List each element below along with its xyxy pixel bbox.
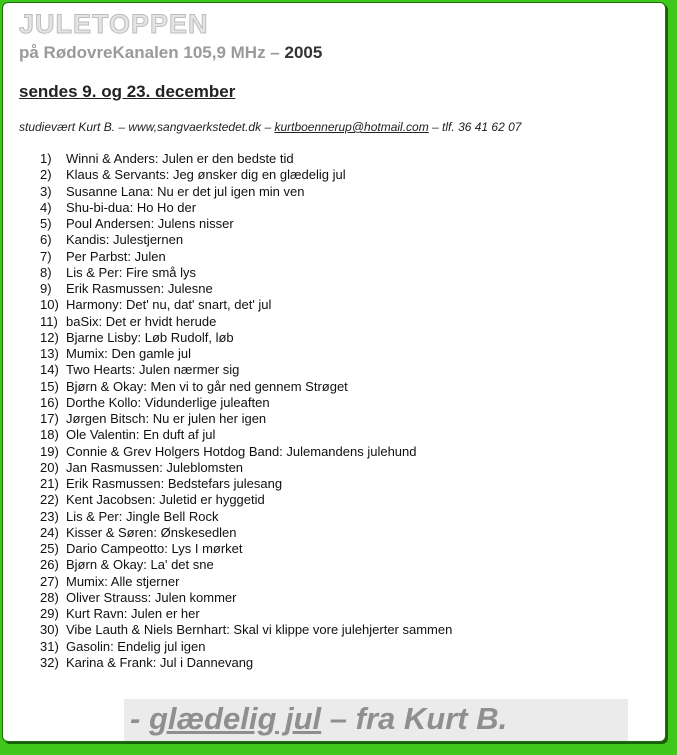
list-item-number: 2) [40, 167, 52, 183]
list-item-text: Lis & Per: Jingle Bell Rock [66, 508, 219, 524]
list-item-number: 24) [40, 524, 59, 540]
footer-signature: – fra Kurt B. [321, 701, 508, 736]
song-list [40, 151, 452, 671]
list-item-number: 18) [40, 427, 59, 443]
footer-greeting-text: glædelig jul [148, 701, 322, 736]
page-title: JULETOPPEN [19, 9, 209, 39]
list-item-text: Shu-bi-dua: Ho Ho der [66, 199, 197, 215]
list-item [40, 346, 452, 362]
list-item [40, 476, 452, 492]
list-item-text: Vibe Lauth & Niels Bernhart: Skal vi klippe vore julehjerter sammen [66, 622, 453, 638]
contact-line [19, 120, 521, 134]
list-item [40, 232, 452, 248]
list-item [40, 541, 452, 557]
list-item-number: 31) [40, 638, 59, 654]
list-item [40, 655, 452, 671]
list-item [40, 622, 452, 638]
list-item [40, 297, 452, 313]
subtitle-station: på RødovreKanalen 105,9 MHz [19, 43, 266, 62]
list-item-text: Gasolin: Endelig jul igen [66, 638, 206, 654]
list-item [40, 249, 452, 265]
list-item [40, 151, 452, 167]
list-item-text: Harmony: Det' nu, dat' snart, det' jul [66, 297, 272, 313]
list-item-number: 17) [40, 411, 59, 426]
list-item-number: 26) [40, 557, 59, 573]
list-item-text: Per Parbst: Julen [66, 248, 166, 264]
list-item [40, 379, 452, 395]
list-item [40, 395, 452, 411]
contact-email-link[interactable]: kurtboennerup@hotmail.com [274, 120, 429, 134]
footer-dash: - [130, 701, 149, 736]
list-item-text: Erik Rasmussen: Julesne [66, 281, 213, 296]
footer-banner [124, 699, 628, 741]
list-item-text: baSix: Det er hvidt herude [66, 313, 217, 329]
list-item-number: 27) [40, 573, 59, 589]
list-item-number: 5) [40, 216, 52, 231]
list-item-text: Kent Jacobsen: Juletid er hyggetid [66, 492, 265, 508]
list-item [40, 216, 452, 232]
list-item-text: Klaus & Servants: Jeg ønsker dig en glædelig jul [66, 167, 346, 183]
list-item [40, 362, 452, 378]
list-item [40, 200, 452, 216]
list-item-text: Two Hearts: Julen nærmer sig [66, 362, 240, 378]
list-item-number: 21) [40, 476, 59, 491]
list-item-number: 11) [40, 313, 58, 329]
list-item [40, 314, 452, 330]
list-item [40, 281, 452, 297]
subtitle-year: 2005 [284, 43, 323, 62]
list-item-text: Erik Rasmussen: Bedstefars julesang [66, 476, 283, 491]
list-item-number: 7) [40, 248, 52, 264]
list-item-number: 22) [40, 492, 59, 508]
list-item-text: Bjørn & Okay: La' det sne [66, 557, 214, 573]
list-item [40, 509, 452, 525]
contact-suffix: – tlf. 36 41 62 07 [428, 120, 522, 134]
footer-greeting [130, 701, 507, 737]
list-item-number: 6) [40, 232, 52, 248]
contact-prefix: studievært Kurt B. – www,sangvaerkstedet.dk – [19, 120, 275, 134]
list-item-number: 12) [40, 329, 59, 345]
list-item-number: 8) [40, 264, 52, 280]
list-item [40, 184, 452, 200]
list-item-text: Jan Rasmussen: Juleblomsten [66, 459, 244, 475]
list-item-number: 14) [40, 362, 59, 378]
list-item-text: Oliver Strauss: Julen kommer [66, 589, 237, 605]
list-item-number: 15) [40, 378, 59, 394]
broadcast-dates: sendes 9. og 23. december [19, 82, 236, 101]
list-item [40, 557, 452, 573]
list-item-text: Mumix: Den gamle jul [66, 346, 191, 361]
list-item-number: 29) [40, 606, 59, 621]
list-item-text: Winni & Anders: Julen er den bedste tid [66, 151, 294, 166]
list-item-text: Mumix: Alle stjerner [66, 573, 180, 589]
list-item [40, 460, 452, 476]
list-item-text: Connie & Grev Holgers Hotdog Band: Julemandens julehund [66, 443, 417, 459]
list-item-text: Ole Valentin: En duft af jul [66, 427, 216, 443]
list-item-text: Dario Campeotto: Lys I mørket [66, 541, 243, 556]
list-item [40, 574, 452, 590]
list-item-number: 23) [40, 508, 59, 524]
list-item [40, 411, 452, 427]
list-item [40, 639, 452, 655]
list-item-number: 13) [40, 346, 59, 361]
list-item-number: 10) [40, 297, 59, 313]
list-item-number: 25) [40, 541, 59, 556]
list-item-number: 30) [40, 622, 59, 638]
list-item-number: 9) [40, 281, 52, 296]
list-item-text: Susanne Lana: Nu er det jul igen min ven [66, 183, 305, 199]
list-item-text: Dorthe Kollo: Vidunderlige juleaften [66, 394, 270, 410]
list-item-number: 32) [40, 654, 59, 670]
list-item-text: Lis & Per: Fire små lys [66, 264, 197, 280]
list-item [40, 492, 452, 508]
subtitle [19, 43, 322, 63]
list-item-text: Kandis: Julestjernen [66, 232, 184, 248]
list-item [40, 590, 452, 606]
document-sheet [2, 2, 666, 742]
list-item [40, 330, 452, 346]
list-item [40, 265, 452, 281]
list-item-number: 19) [40, 443, 59, 459]
list-item-number: 16) [40, 394, 59, 410]
list-item-text: Kisser & Søren: Ønskesedlen [66, 524, 237, 540]
list-item [40, 427, 452, 443]
list-item-text: Bjarne Lisby: Løb Rudolf, løb [66, 329, 234, 345]
list-item-text: Poul Andersen: Julens nisser [66, 216, 234, 231]
list-item [40, 167, 452, 183]
list-item-number: 4) [40, 199, 52, 215]
list-item-number: 3) [40, 183, 52, 199]
list-item-text: Karina & Frank: Jul i Dannevang [66, 654, 254, 670]
list-item [40, 606, 452, 622]
list-item [40, 444, 452, 460]
list-item-text: Jørgen Bitsch: Nu er julen her igen [66, 411, 267, 426]
list-item [40, 525, 452, 541]
list-item-number: 20) [40, 459, 59, 475]
list-item-text: Kurt Ravn: Julen er her [66, 606, 200, 621]
list-item-number: 1) [40, 151, 52, 166]
list-item-text: Bjørn & Okay: Men vi to går ned gennem Strøget [66, 378, 348, 394]
subtitle-dash: – [265, 43, 285, 62]
list-item-number: 28) [40, 589, 59, 605]
